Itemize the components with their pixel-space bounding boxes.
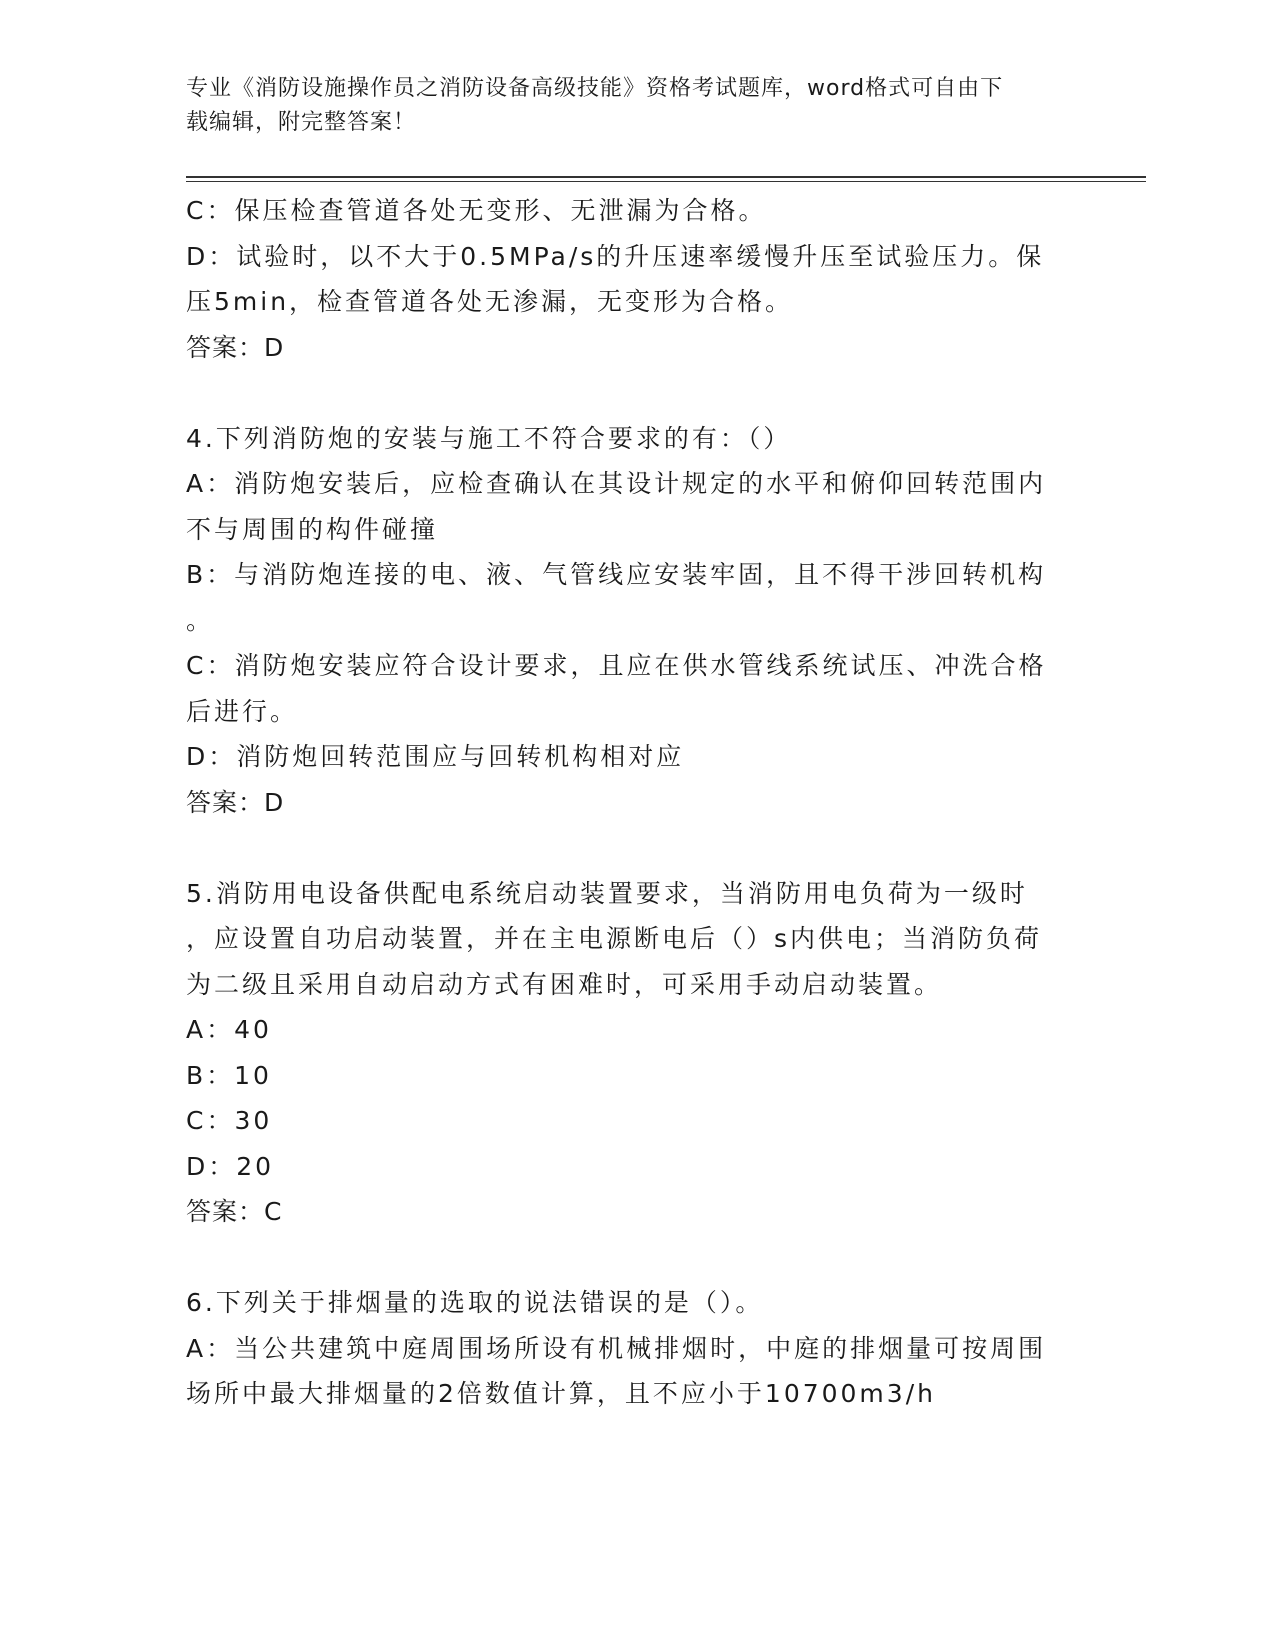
option-a: A：消防炮安装后，应检查确认在其设计规定的水平和俯仰回转范围内 — [186, 469, 1047, 498]
header-divider-thin — [186, 181, 1146, 182]
answer: 答案：C — [186, 1197, 283, 1226]
header-line: 专业《消防设施操作员之消防设备高级技能》资格考试题库，word格式可自由下 — [186, 76, 1004, 101]
option-d: D：20 — [186, 1151, 275, 1181]
option-d-cont: 压5min，检查管道各处无渗漏，无变形为合格。 — [186, 287, 794, 316]
answer: 答案：D — [186, 787, 285, 817]
option-c: C：保压检查管道各处无变形、无泄漏为合格。 — [186, 196, 767, 225]
spacer — [186, 1235, 1076, 1281]
answer: 答案：D — [186, 332, 285, 362]
header-divider — [186, 176, 1146, 178]
question-text: 5.消防用电设备供配电系统启动装置要求，当消防用电负荷为一级时 — [186, 878, 1028, 908]
question-5 — [186, 871, 1076, 1235]
option-a: A：40 — [186, 1015, 272, 1044]
option-d: D：消防炮回转范围应与回转机构相对应 — [186, 742, 685, 771]
document-body — [186, 188, 1076, 1417]
option-b-cont: 。 — [186, 605, 215, 635]
spacer — [186, 370, 1076, 416]
question-3 — [186, 188, 1076, 370]
option-b: B：10 — [186, 1060, 272, 1090]
option-a-cont: 场所中最大排烟量的2倍数值计算，且不应小于10700m3/h — [186, 1379, 936, 1408]
option-c: C：30 — [186, 1106, 273, 1135]
document-header — [186, 72, 1066, 140]
question-4 — [186, 416, 1076, 826]
spacer — [186, 825, 1076, 871]
option-b: B：与消防炮连接的电、液、气管线应安装牢固，且不得干涉回转机构 — [186, 560, 1047, 589]
option-a: A：当公共建筑中庭周围场所设有机械排烟时，中庭的排烟量可按周围 — [186, 1333, 1047, 1363]
question-6 — [186, 1280, 1076, 1417]
option-c-cont: 后进行。 — [186, 696, 299, 726]
option-a-cont: 不与周围的构件碰撞 — [186, 514, 439, 544]
option-c: C：消防炮安装应符合设计要求，且应在供水管线系统试压、冲洗合格 — [186, 651, 1047, 680]
header-line: 载编辑，附完整答案！ — [186, 110, 417, 135]
question-text-cont: ，应设置自功启动装置，并在主电源断电后（）s内供电；当消防负荷 — [186, 924, 1043, 953]
question-text: 4.下列消防炮的安装与施工不符合要求的有：（） — [186, 423, 792, 453]
option-d: D：试验时，以不大于0.5MPa/s的升压速率缓慢升压至试验压力。保 — [186, 241, 1045, 271]
question-text: 6.下列关于排烟量的选取的说法错误的是（）。 — [186, 1288, 764, 1317]
question-text-cont: 为二级且采用自动启动方式有困难时，可采用手动启动装置。 — [186, 969, 943, 999]
